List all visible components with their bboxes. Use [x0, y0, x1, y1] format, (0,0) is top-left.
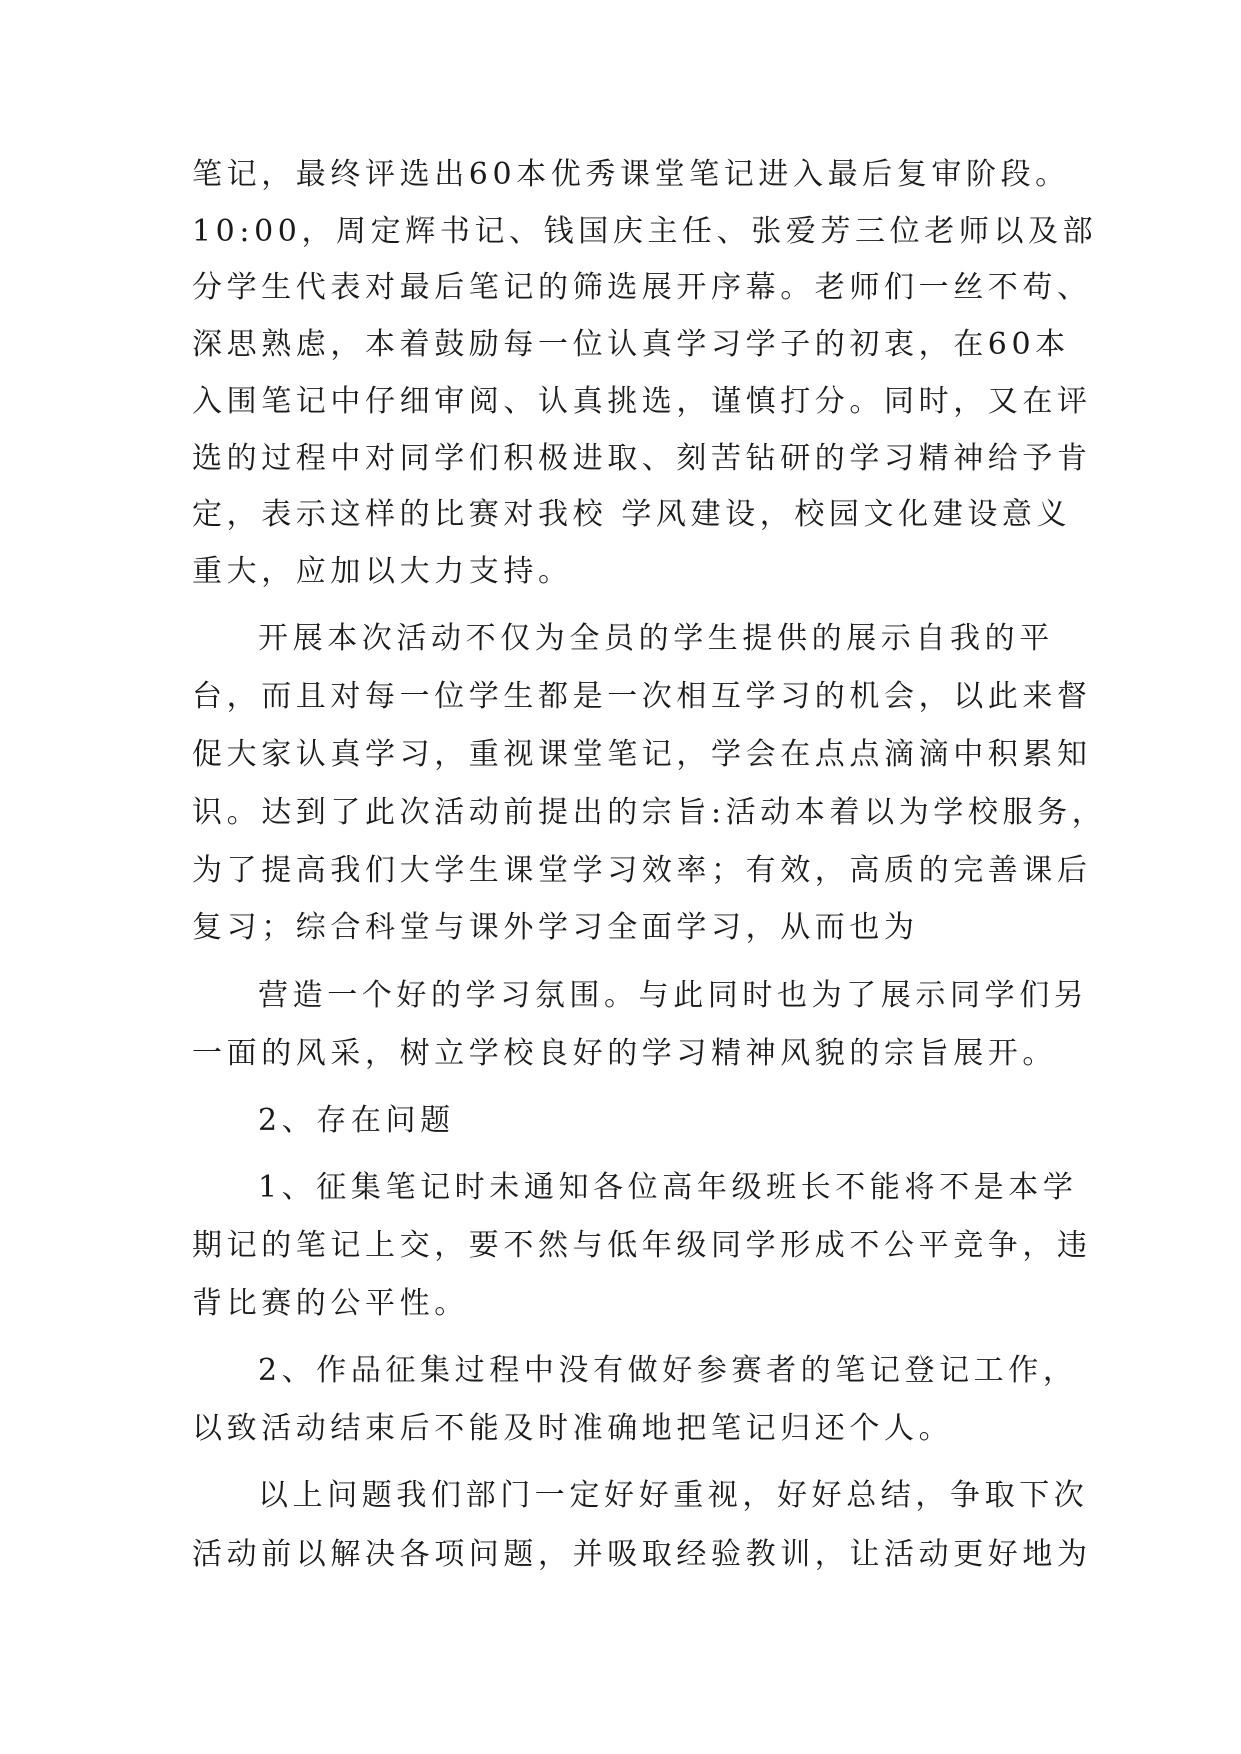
text-line: 识。达到了此次活动前提出的宗旨:活动本着以为学校服务，: [192, 795, 1107, 830]
text-line: 背比赛的公平性。: [192, 1286, 469, 1321]
text-line: 2、作品征集过程中没有做好参赛者的笔记登记工作，: [258, 1353, 1078, 1388]
text-line: 10:00，周定辉书记、钱国庆主任、张爱芳三位老师以及部: [192, 214, 1098, 249]
text-line: 重大，应加以大力支持。: [192, 554, 573, 589]
text-line: 选的过程中对同学们积极进取、刻苦钻研的学习精神给予肯: [192, 441, 1092, 476]
text-line: 入围笔记中仔细审阅、认真挑选，谨慎打分。同时，又在评: [192, 384, 1092, 419]
text-line: 开展本次活动不仅为全员的学生提供的展示自我的平: [258, 621, 1054, 656]
text-line: 1、征集笔记时未通知各位高年级班长不能将不是本学: [258, 1170, 1078, 1205]
text-line: 活动前以解决各项问题，并吸取经验教训，让活动更好地为: [192, 1537, 1092, 1572]
section-heading: 2、存在问题: [258, 1103, 455, 1138]
text-line: 台，而且对每一位学生都是一次相互学习的机会，以此来督: [192, 679, 1092, 714]
text-line: 营造一个好的学习氛围。与此同时也为了展示同学们另: [258, 978, 1089, 1013]
text-line: 笔记，最终评选出60本优秀课堂笔记进入最后复审阶段。: [192, 157, 1070, 192]
text-line: 定，表示这样的比赛对我校 学风建设，校园文化建设意义: [192, 497, 1072, 532]
text-line: 以上问题我们部门一定好好重视，好好总结，争取下次: [258, 1478, 1089, 1513]
text-line: 为了提高我们大学生课堂学习效率；有效，高质的完善课后: [192, 853, 1092, 888]
text-line: 以致活动结束后不能及时准确地把笔记归还个人。: [192, 1411, 954, 1446]
text-line: 一面的风采，树立学校良好的学习精神风貌的宗旨展开。: [192, 1036, 1057, 1071]
text-line: 深思熟虑，本着鼓励每一位认真学习学子的初衷，在60本: [192, 327, 1070, 362]
text-line: 期记的笔记上交，要不然与低年级同学形成不公平竞争，违: [192, 1228, 1092, 1263]
text-line: 复习；综合科堂与课外学习全面学习，从而也为: [192, 910, 919, 945]
text-line: 分学生代表对最后笔记的筛选展开序幕。老师们一丝不苟、: [192, 270, 1092, 305]
text-line: 促大家认真学习，重视课堂笔记，学会在点点滴滴中积累知: [192, 737, 1092, 772]
